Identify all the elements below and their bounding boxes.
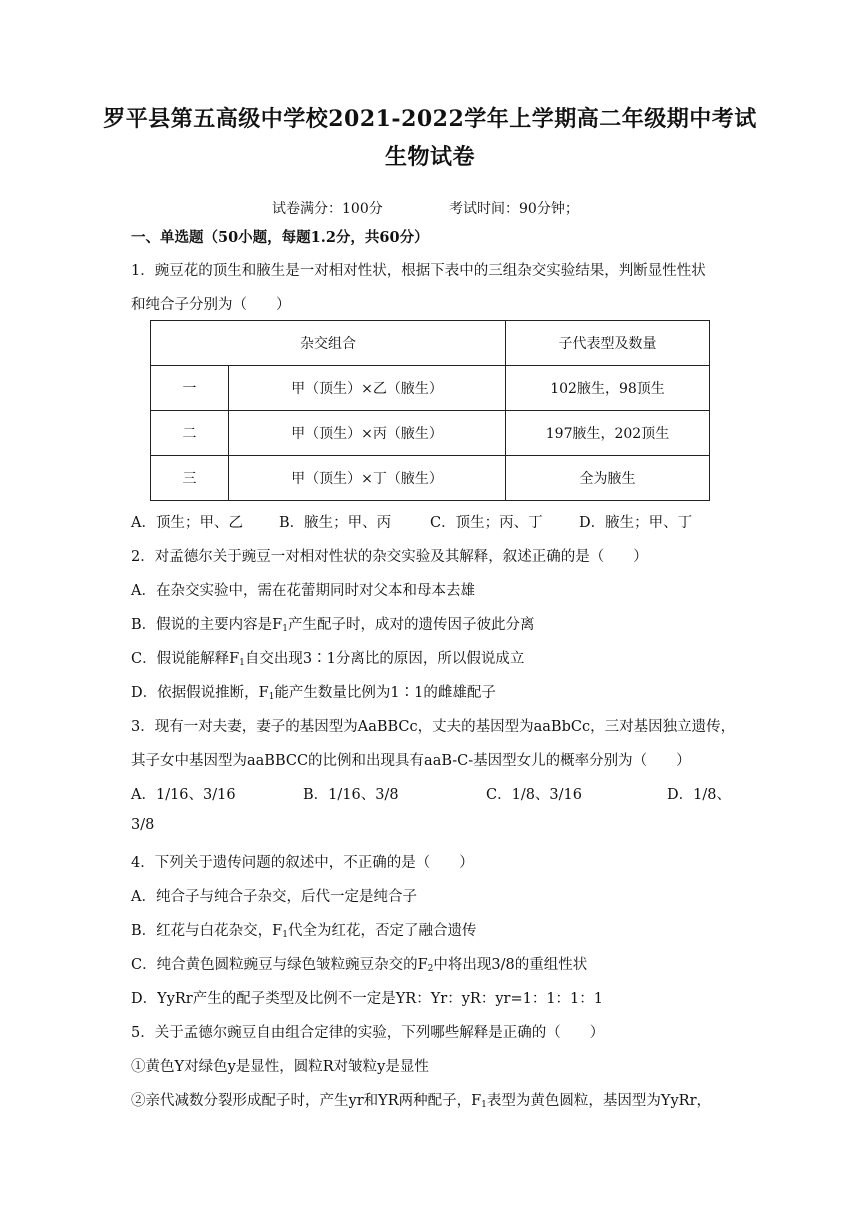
q2-option-a: A．在杂交实验中，需在花蕾期同时对父本和母本去雄: [131, 583, 475, 599]
table-row: [151, 456, 710, 501]
q2-option-b: B．假说的主要内容是$F_1$产生配子时，成对的遗传因子彼此分离: [131, 617, 535, 634]
q4-option-d: D．YyRr产生的配子类型及比例不一定是YR：Yr：yR：yr=1：1：1：1: [131, 991, 604, 1007]
q1-option-d: D．腋生；甲、丁: [579, 515, 693, 531]
table-cell: 三: [151, 456, 229, 501]
exam-title: 罗平县第五高级中学校2021-2022学年上学期高二年级期中考试: [103, 106, 757, 132]
q4-option-b: B．红花与白花杂交，$F_1$代全为红花，否定了融合遗传: [131, 923, 477, 940]
table-header-row: [151, 321, 710, 366]
table-cell: 甲（顶生）×丁（腋生）: [229, 456, 506, 501]
exam-subtitle: 生物试卷: [384, 144, 475, 170]
table-cell: 一: [151, 366, 229, 411]
header-cross: 杂交组合: [151, 321, 506, 366]
q1-stem-line2: 和纯合子分别为（ ）: [131, 297, 291, 313]
q5-statement-2: ②亲代减数分裂形成配子时，产生yr和YR两种配子，$F_1$表型为黄色圆粒，基因型为YyRr，: [131, 1093, 712, 1110]
q3-stem-line1: 3．现有一对夫妻，妻子的基因型为AaBBCc，丈夫的基因型为aaBbCc，三对基因独立遗传，: [131, 719, 736, 735]
q3-option-c: C．1/8、3/16: [486, 787, 582, 803]
q1-option-a: A．顶生；甲、乙: [131, 515, 243, 531]
table-cell: 甲（顶生）×丙（腋生）: [229, 411, 506, 456]
table-cell: 二: [151, 411, 229, 456]
q2-option-c: C．假说能解释$F_1$自交出现3∶1分离比的原因，所以假说成立: [131, 651, 525, 668]
header-offspring: 子代表型及数量: [506, 321, 710, 366]
q3-option-d: D．1/8、: [667, 787, 731, 803]
cross-table: [150, 320, 710, 501]
table-row: [151, 411, 710, 456]
q3-option-d-continued: 3/8: [131, 817, 155, 833]
q3-stem-line2: 其子女中基因型为aaBBCC的比例和出现具有aaB-C-基因型女儿的概率分别为（ ）: [131, 753, 691, 769]
q1-stem-line1: 1．豌豆花的顶生和腋生是一对相对性状，根据下表中的三组杂交实验结果，判断显性性状: [131, 263, 706, 279]
q1-option-c: C．顶生；丙、丁: [430, 515, 543, 531]
table-row: [151, 366, 710, 411]
q4-option-c: C．纯合黄色圆粒豌豆与绿色皱粒豌豆杂交的$F_2$中将出现3/8的重组性状: [131, 957, 588, 974]
q5-stem: 5．关于孟德尔豌豆自由组合定律的实验，下列哪些解释是正确的（ ）: [131, 1025, 605, 1041]
q3-option-b: B．1/16、3/8: [303, 787, 399, 803]
table-cell: 甲（顶生）×乙（腋生）: [229, 366, 506, 411]
exam-time: 考试时间：90分钟；: [449, 201, 579, 217]
section-heading: 一、单选题（50小题，每题1.2分，共60分）: [131, 229, 429, 246]
full-score: 试卷满分：100分: [272, 201, 383, 217]
q2-option-d: D．依据假说推断，$F_1$能产生数量比例为1∶1的雌雄配子: [131, 685, 496, 702]
q3-option-a: A．1/16、3/16: [131, 787, 236, 803]
q4-option-a: A．纯合子与纯合子杂交，后代一定是纯合子: [131, 889, 417, 905]
q1-option-b: B．腋生；甲、丙: [279, 515, 392, 531]
table-cell: 全为腋生: [506, 456, 710, 501]
q4-stem: 4．下列关于遗传问题的叙述中，不正确的是（ ）: [131, 855, 474, 871]
q2-stem: 2．对孟德尔关于豌豆一对相对性状的杂交实验及其解释，叙述正确的是（ ）: [131, 549, 648, 565]
table-cell: 102腋生，98顶生: [506, 366, 710, 411]
q5-statement-1: ①黄色Y对绿色y是显性，圆粒R对皱粒y是显性: [131, 1059, 429, 1075]
table-cell: 197腋生，202顶生: [506, 411, 710, 456]
